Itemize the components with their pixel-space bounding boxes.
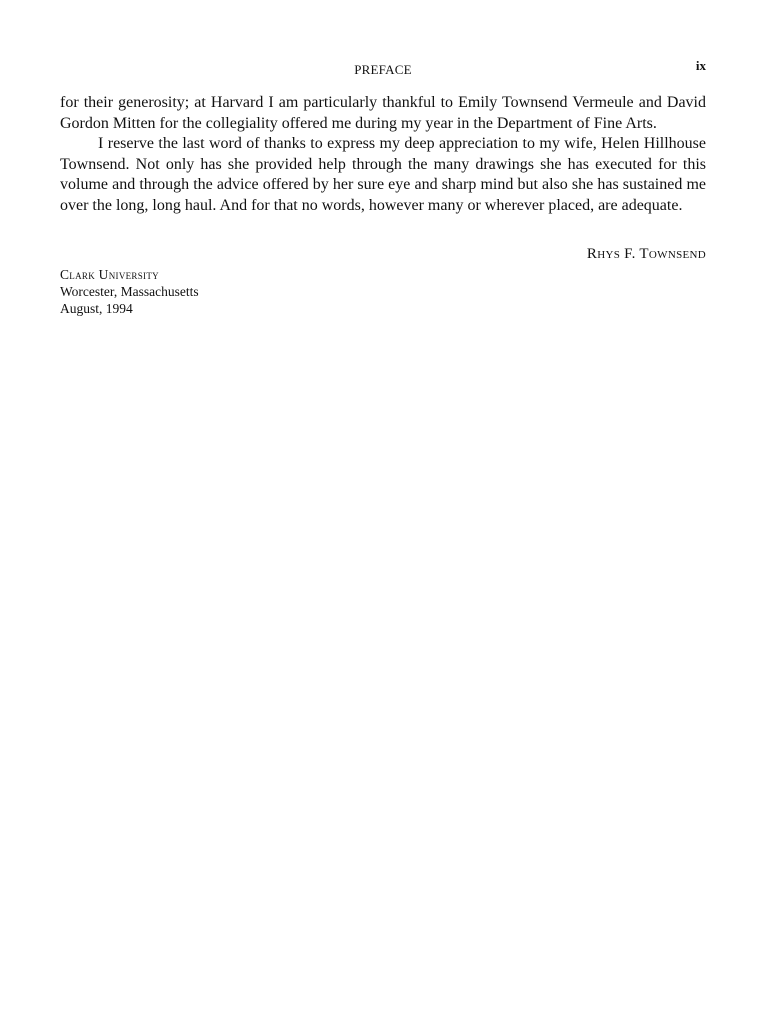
institution-name: Clark University	[60, 267, 159, 282]
paragraph-acknowledgement: I reserve the last word of thanks to express my deep appreciation to my wife, Helen Hillhouse Townsend. Not only has she provided help through the many drawings she has executed for this volume and through the advice offered by her sure eye and sharp mind but also she has sustained me over the long, long haul. And for that no words, however many or wherever placed, are adequate.	[60, 135, 706, 214]
paragraph-continued: for their generosity; at Harvard I am particularly thankful to Emily Townsend Vermeule and David Gordon Mitten for the collegiality offered me during my year in the Department of Fine Arts.	[60, 94, 706, 132]
running-head	[60, 58, 706, 80]
city-name: Worcester, Massachusetts	[60, 284, 199, 299]
author-signature: Rhys F. Townsend	[586, 246, 706, 262]
place-date-block	[60, 266, 199, 317]
running-title: PREFACE	[354, 62, 412, 77]
body-text	[60, 93, 706, 216]
date-line: August, 1994	[60, 301, 133, 316]
document-page	[60, 0, 706, 1024]
page-number: ix	[695, 58, 706, 73]
